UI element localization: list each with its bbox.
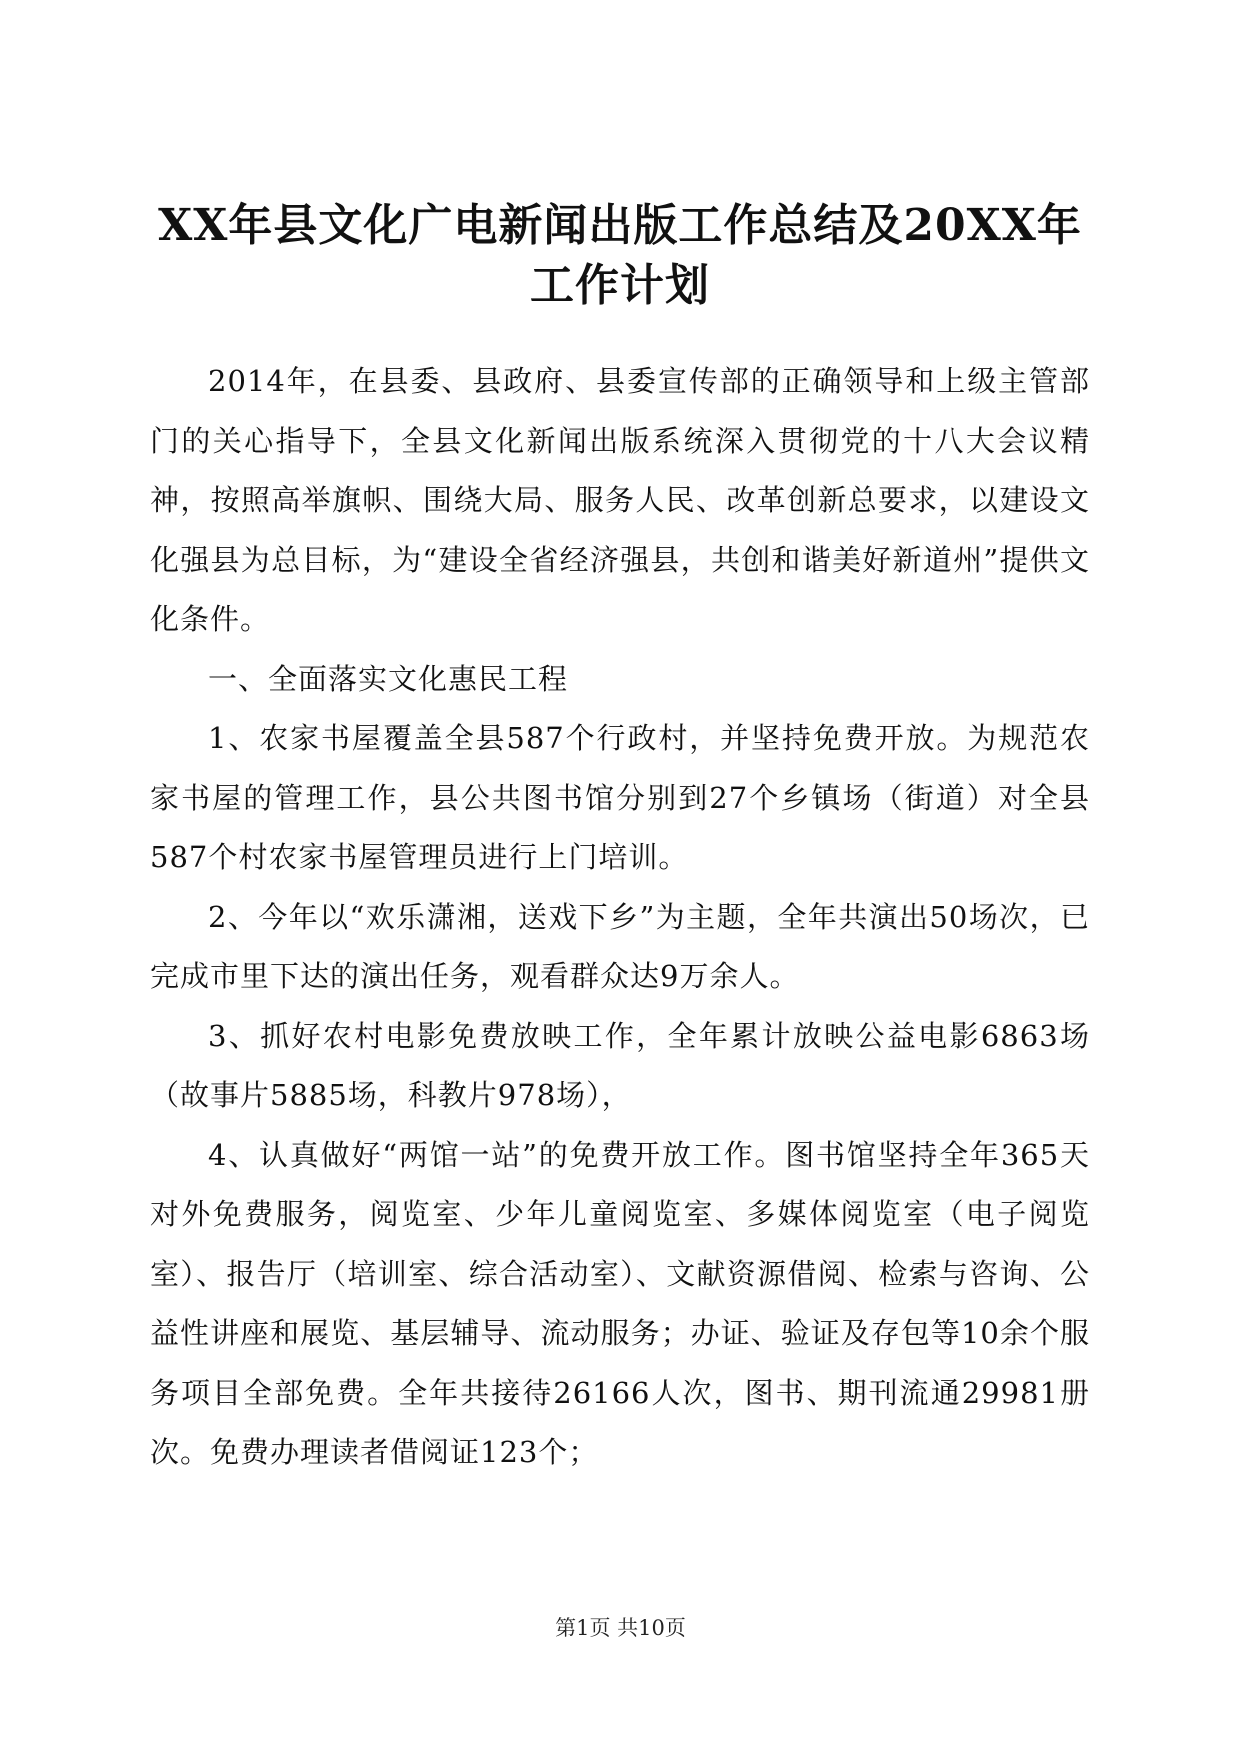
paragraph-intro: 2014年，在县委、县政府、县委宣传部的正确领导和上级主管部门的关心指导下，全县文化新闻出版系统深入贯彻党的十八大会议精神，按照高举旗帜、围绕大局、服务人民、改革创新总要求，以建设文化强县为总目标，为“建设全省经济强县，共创和谐美好新道州”提供文化条件。 xyxy=(150,364,1090,636)
section-heading-1: 一、全面落实文化惠民工程 xyxy=(208,661,569,696)
document-body xyxy=(150,352,1090,1483)
document-title: XX年县文化广电新闻出版工作总结及20XX年工作计划 xyxy=(158,200,1082,311)
paragraph-item-2: 2、今年以“欢乐潇湘，送戏下乡”为主题，全年共演出50场次，已完成市里下达的演出任务，观看群众达9万余人。 xyxy=(150,899,1090,993)
page-number-footer: 第1页 共10页 xyxy=(555,1616,686,1640)
paragraph-item-4: 4、认真做好“两馆一站”的免费开放工作。图书馆坚持全年365天对外免费服务，阅览室、少年儿童阅览室、多媒体阅览室（电子阅览室）、报告厅（培训室、综合活动室）、文献资源借阅、检索与咨询、公益性讲座和展览、基层辅导、流动服务；办证、验证及存包等10余个服务项目全部免费。全年共接待26166人次，图书、期刊流通29981册次。免费办理读者借阅证123个； xyxy=(150,1137,1090,1469)
paragraph-item-1: 1、农家书屋覆盖全县587个行政村，并坚持免费开放。为规范农家书屋的管理工作，县公共图书馆分别到27个乡镇场（街道）对全县587个村农家书屋管理员进行上门培训。 xyxy=(150,721,1090,874)
paragraph-item-3: 3、抓好农村电影免费放映工作，全年累计放映公益电影6863场（故事片5885场，科教片978场）， xyxy=(150,1018,1090,1112)
